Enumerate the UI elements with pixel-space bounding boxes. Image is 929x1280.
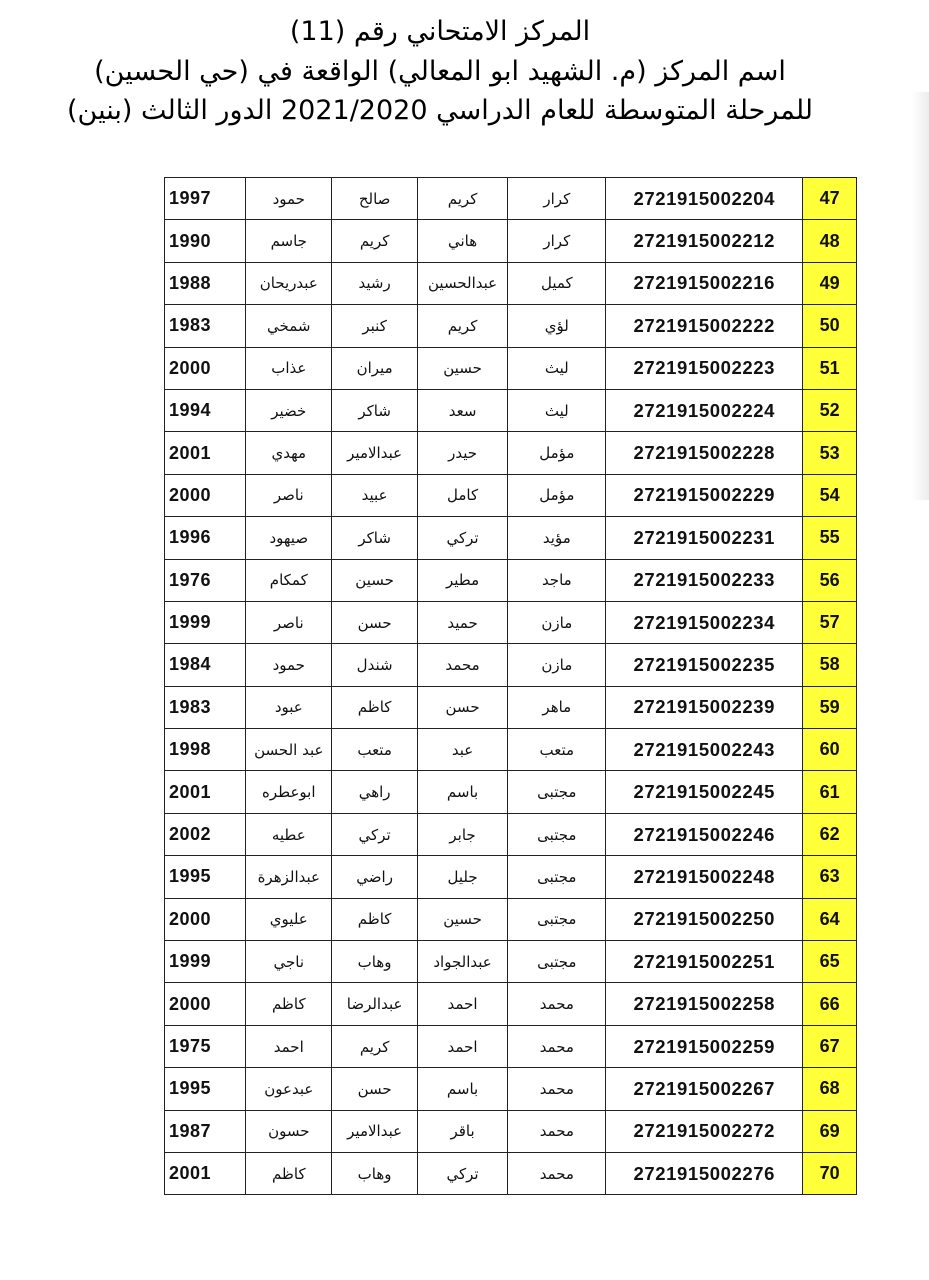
name-part-1-cell: ليث [508, 389, 606, 431]
exam-stage-year: للمرحلة المتوسطة للعام الدراسي 2021/2020 الدور الثالث (بنين) [66, 95, 814, 126]
name-part-1-cell: محمد [508, 1152, 606, 1194]
exam-id-cell: 2721915002259 [606, 1025, 803, 1067]
name-part-1-cell: متعب [508, 729, 606, 771]
name-part-3-cell: وهاب [332, 941, 417, 983]
name-part-4-cell: كاظم [246, 983, 332, 1025]
table-row [165, 389, 857, 431]
birth-year-cell: 2001 [165, 1152, 246, 1194]
birth-year-cell: 1994 [165, 389, 246, 431]
table-row [165, 517, 857, 559]
name-part-4-cell: ناصر [246, 474, 332, 516]
name-part-1-cell: محمد [508, 983, 606, 1025]
exam-id-cell: 2721915002222 [606, 305, 803, 347]
birth-year-cell: 1984 [165, 644, 246, 686]
sequence-number-cell: 50 [803, 305, 857, 347]
birth-year-cell: 2001 [165, 771, 246, 813]
exam-id-cell: 2721915002239 [606, 686, 803, 728]
table-row [165, 262, 857, 304]
name-part-1-cell: مجتبى [508, 771, 606, 813]
name-part-2-cell: باسم [417, 771, 508, 813]
sequence-number-cell: 51 [803, 347, 857, 389]
birth-year-cell: 2000 [165, 983, 246, 1025]
sequence-number-cell: 62 [803, 813, 857, 855]
table-row [165, 178, 857, 220]
name-part-3-cell: عبدالرضا [332, 983, 417, 1025]
name-part-2-cell: هاني [417, 220, 508, 262]
birth-year-cell: 1983 [165, 686, 246, 728]
birth-year-cell: 2000 [165, 898, 246, 940]
name-part-3-cell: شاكر [332, 517, 417, 559]
exam-center-number: المركز الامتحاني رقم (11) [289, 16, 591, 47]
birth-year-cell: 2002 [165, 813, 246, 855]
name-part-3-cell: رشيد [332, 262, 417, 304]
exam-center-name: اسم المركز (م. الشهيد ابو المعالي) الواقعة في (حي الحسين) [94, 56, 786, 87]
name-part-4-cell: مهدي [246, 432, 332, 474]
exam-id-cell: 2721915002216 [606, 262, 803, 304]
name-part-3-cell: شاكر [332, 389, 417, 431]
exam-id-cell: 2721915002272 [606, 1110, 803, 1152]
name-part-3-cell: كريم [332, 1025, 417, 1067]
name-part-4-cell: عبد الحسن [246, 729, 332, 771]
name-part-1-cell: مجتبى [508, 941, 606, 983]
name-part-1-cell: مجتبى [508, 856, 606, 898]
name-part-2-cell: محمد [417, 644, 508, 686]
student-roster-table [164, 177, 857, 1195]
name-part-4-cell: حمود [246, 644, 332, 686]
table-row [165, 1110, 857, 1152]
name-part-3-cell: وهاب [332, 1152, 417, 1194]
birth-year-cell: 1998 [165, 729, 246, 771]
name-part-3-cell: كاظم [332, 686, 417, 728]
sequence-number-cell: 56 [803, 559, 857, 601]
exam-id-cell: 2721915002258 [606, 983, 803, 1025]
birth-year-cell: 1997 [165, 178, 246, 220]
name-part-4-cell: احمد [246, 1025, 332, 1067]
name-part-1-cell: مؤيد [508, 517, 606, 559]
sequence-number-cell: 65 [803, 941, 857, 983]
exam-id-cell: 2721915002204 [606, 178, 803, 220]
birth-year-cell: 1996 [165, 517, 246, 559]
sequence-number-cell: 52 [803, 389, 857, 431]
sequence-number-cell: 48 [803, 220, 857, 262]
exam-id-cell: 2721915002223 [606, 347, 803, 389]
table-row [165, 220, 857, 262]
name-part-3-cell: ميران [332, 347, 417, 389]
sequence-number-cell: 54 [803, 474, 857, 516]
name-part-3-cell: تركي [332, 813, 417, 855]
name-part-3-cell: كاظم [332, 898, 417, 940]
name-part-4-cell: ناصر [246, 601, 332, 643]
exam-id-cell: 2721915002224 [606, 389, 803, 431]
name-part-3-cell: راضي [332, 856, 417, 898]
name-part-2-cell: حسين [417, 898, 508, 940]
table-row [165, 644, 857, 686]
table-row [165, 347, 857, 389]
birth-year-cell: 1990 [165, 220, 246, 262]
name-part-3-cell: صالح [332, 178, 417, 220]
exam-id-cell: 2721915002267 [606, 1068, 803, 1110]
name-part-2-cell: حميد [417, 601, 508, 643]
name-part-2-cell: جابر [417, 813, 508, 855]
name-part-1-cell: مؤمل [508, 432, 606, 474]
name-part-1-cell: ليث [508, 347, 606, 389]
name-part-2-cell: عبدالجواد [417, 941, 508, 983]
name-part-3-cell: متعب [332, 729, 417, 771]
sequence-number-cell: 61 [803, 771, 857, 813]
name-part-1-cell: لؤي [508, 305, 606, 347]
name-part-3-cell: راهي [332, 771, 417, 813]
sequence-number-cell: 66 [803, 983, 857, 1025]
birth-year-cell: 1995 [165, 856, 246, 898]
table-row [165, 856, 857, 898]
table-row [165, 432, 857, 474]
name-part-1-cell: محمد [508, 1068, 606, 1110]
table-row [165, 1025, 857, 1067]
name-part-1-cell: كميل [508, 262, 606, 304]
sequence-number-cell: 70 [803, 1152, 857, 1194]
birth-year-cell: 1987 [165, 1110, 246, 1152]
name-part-4-cell: كمكام [246, 559, 332, 601]
birth-year-cell: 1995 [165, 1068, 246, 1110]
name-part-1-cell: كرار [508, 178, 606, 220]
sequence-number-cell: 64 [803, 898, 857, 940]
name-part-1-cell: كرار [508, 220, 606, 262]
exam-id-cell: 2721915002235 [606, 644, 803, 686]
name-part-3-cell: عبدالامير [332, 1110, 417, 1152]
name-part-2-cell: عبد [417, 729, 508, 771]
name-part-2-cell: كامل [417, 474, 508, 516]
sequence-number-cell: 63 [803, 856, 857, 898]
name-part-4-cell: صيهود [246, 517, 332, 559]
exam-id-cell: 2721915002231 [606, 517, 803, 559]
sequence-number-cell: 58 [803, 644, 857, 686]
birth-year-cell: 1975 [165, 1025, 246, 1067]
table-row [165, 813, 857, 855]
sequence-number-cell: 57 [803, 601, 857, 643]
exam-id-cell: 2721915002251 [606, 941, 803, 983]
sequence-number-cell: 47 [803, 178, 857, 220]
name-part-1-cell: مجتبى [508, 898, 606, 940]
exam-id-cell: 2721915002245 [606, 771, 803, 813]
name-part-2-cell: حيدر [417, 432, 508, 474]
name-part-4-cell: ابوعطره [246, 771, 332, 813]
exam-id-cell: 2721915002233 [606, 559, 803, 601]
name-part-4-cell: جاسم [246, 220, 332, 262]
name-part-2-cell: حسين [417, 347, 508, 389]
roster-body [165, 178, 857, 1195]
table-row [165, 474, 857, 516]
name-part-3-cell: حسن [332, 1068, 417, 1110]
name-part-4-cell: كاظم [246, 1152, 332, 1194]
name-part-4-cell: خضير [246, 389, 332, 431]
table-row [165, 983, 857, 1025]
sequence-number-cell: 59 [803, 686, 857, 728]
birth-year-cell: 2001 [165, 432, 246, 474]
name-part-4-cell: عبدعون [246, 1068, 332, 1110]
name-part-1-cell: محمد [508, 1025, 606, 1067]
birth-year-cell: 1999 [165, 941, 246, 983]
name-part-3-cell: كريم [332, 220, 417, 262]
birth-year-cell: 2000 [165, 474, 246, 516]
name-part-2-cell: كريم [417, 178, 508, 220]
name-part-4-cell: حمود [246, 178, 332, 220]
name-part-4-cell: عليوي [246, 898, 332, 940]
exam-id-cell: 2721915002228 [606, 432, 803, 474]
birth-year-cell: 1999 [165, 601, 246, 643]
exam-id-cell: 2721915002234 [606, 601, 803, 643]
exam-id-cell: 2721915002212 [606, 220, 803, 262]
page-edge-shadow [912, 92, 929, 500]
name-part-2-cell: احمد [417, 983, 508, 1025]
name-part-1-cell: مؤمل [508, 474, 606, 516]
name-part-3-cell: عبيد [332, 474, 417, 516]
birth-year-cell: 2000 [165, 347, 246, 389]
table-row [165, 686, 857, 728]
name-part-2-cell: مطير [417, 559, 508, 601]
exam-id-cell: 2721915002250 [606, 898, 803, 940]
sequence-number-cell: 53 [803, 432, 857, 474]
exam-id-cell: 2721915002248 [606, 856, 803, 898]
name-part-1-cell: مجتبى [508, 813, 606, 855]
name-part-2-cell: جليل [417, 856, 508, 898]
name-part-2-cell: عبدالحسين [417, 262, 508, 304]
table-row [165, 1152, 857, 1194]
birth-year-cell: 1976 [165, 559, 246, 601]
exam-id-cell: 2721915002276 [606, 1152, 803, 1194]
table-row [165, 559, 857, 601]
exam-id-cell: 2721915002243 [606, 729, 803, 771]
name-part-2-cell: حسن [417, 686, 508, 728]
table-row [165, 771, 857, 813]
table-row [165, 941, 857, 983]
name-part-3-cell: عبدالامير [332, 432, 417, 474]
exam-id-cell: 2721915002229 [606, 474, 803, 516]
birth-year-cell: 1988 [165, 262, 246, 304]
name-part-4-cell: حسون [246, 1110, 332, 1152]
name-part-3-cell: حسن [332, 601, 417, 643]
table-row [165, 1068, 857, 1110]
name-part-2-cell: احمد [417, 1025, 508, 1067]
name-part-2-cell: سعد [417, 389, 508, 431]
name-part-4-cell: عبود [246, 686, 332, 728]
table-row [165, 898, 857, 940]
table-row [165, 729, 857, 771]
name-part-2-cell: باسم [417, 1068, 508, 1110]
exam-id-cell: 2721915002246 [606, 813, 803, 855]
sequence-number-cell: 69 [803, 1110, 857, 1152]
table-row [165, 601, 857, 643]
name-part-1-cell: مازن [508, 601, 606, 643]
table-row [165, 305, 857, 347]
name-part-4-cell: شمخي [246, 305, 332, 347]
name-part-1-cell: مازن [508, 644, 606, 686]
name-part-3-cell: كنبر [332, 305, 417, 347]
name-part-3-cell: شندل [332, 644, 417, 686]
name-part-4-cell: عبدريحان [246, 262, 332, 304]
name-part-2-cell: تركي [417, 1152, 508, 1194]
name-part-1-cell: محمد [508, 1110, 606, 1152]
name-part-4-cell: عبدالزهرة [246, 856, 332, 898]
name-part-2-cell: كريم [417, 305, 508, 347]
name-part-2-cell: باقر [417, 1110, 508, 1152]
birth-year-cell: 1983 [165, 305, 246, 347]
name-part-1-cell: ماجد [508, 559, 606, 601]
sequence-number-cell: 68 [803, 1068, 857, 1110]
name-part-1-cell: ماهر [508, 686, 606, 728]
name-part-3-cell: حسين [332, 559, 417, 601]
name-part-4-cell: عطيه [246, 813, 332, 855]
sequence-number-cell: 49 [803, 262, 857, 304]
name-part-4-cell: ناجي [246, 941, 332, 983]
sequence-number-cell: 60 [803, 729, 857, 771]
sequence-number-cell: 67 [803, 1025, 857, 1067]
name-part-2-cell: تركي [417, 517, 508, 559]
sequence-number-cell: 55 [803, 517, 857, 559]
name-part-4-cell: عذاب [246, 347, 332, 389]
